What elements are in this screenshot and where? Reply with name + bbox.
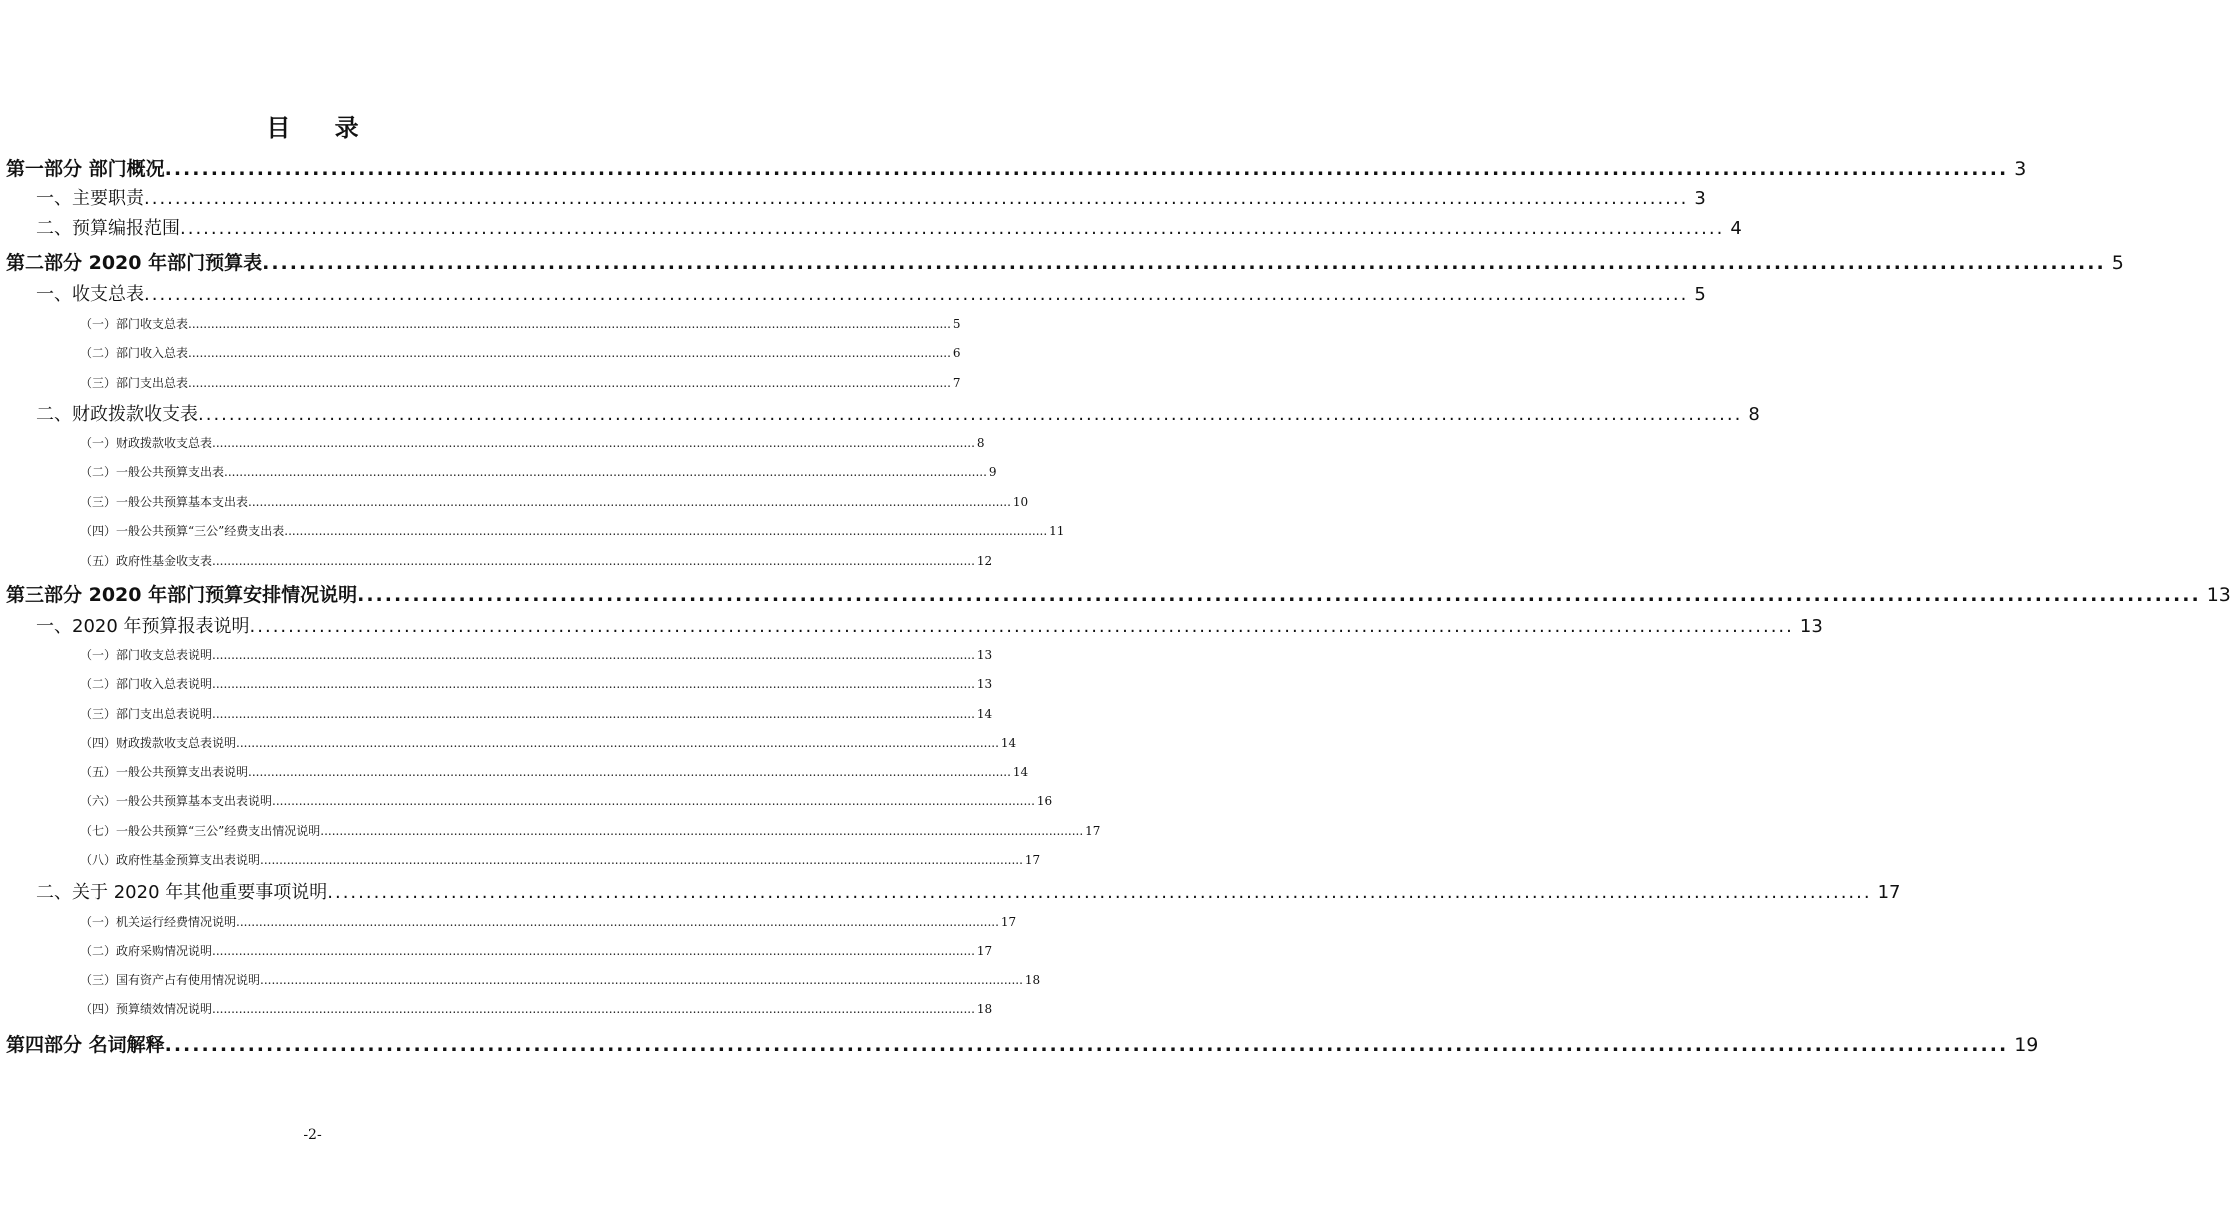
toc-entry-label: （六）一般公共预算基本支出表说明: [80, 794, 273, 808]
toc-title: 目 录: [266, 113, 377, 142]
toc-entry-level2[interactable]: [36, 614, 1823, 640]
toc-entry-page: 18: [976, 1002, 993, 1016]
toc-entry-level3[interactable]: [80, 971, 1041, 989]
toc-entry-page: 17: [1000, 915, 1017, 929]
toc-leader-dots: ........................................................................................................................................................................................................: [144, 188, 1689, 209]
toc-entry-page: 3: [2014, 158, 2027, 180]
toc-entry-page: 8: [1748, 404, 1760, 425]
toc-leader-dots: ........................................................................................................................................................................................................: [260, 853, 1023, 867]
toc-entry-label: （四）财政拨款收支总表说明: [80, 736, 237, 750]
toc-entry-label: 第三部分 2020 年部门预算安排情况说明: [6, 584, 358, 606]
toc-entry-page: 13: [1799, 616, 1823, 637]
toc-entry-level3[interactable]: [80, 851, 1041, 869]
toc-entry-label: 一、2020 年预算报表说明: [36, 616, 250, 637]
toc-entry-label: 一、主要职责: [36, 188, 144, 209]
toc-entry-page: 16: [1036, 794, 1053, 808]
toc-entry-level3[interactable]: [80, 734, 1017, 752]
toc-entry-level3[interactable]: [80, 792, 1053, 810]
toc-entry-page: 5: [1694, 284, 1706, 305]
toc-entry-level2[interactable]: [36, 880, 1901, 906]
toc-entry-label: （二）部门收入总表说明: [80, 677, 213, 691]
toc-leader-dots: ........................................................................................................................................................................................................: [164, 1034, 2009, 1056]
toc-entry-label: 二、预算编报范围: [36, 218, 180, 239]
toc-entry-page: 6: [952, 346, 961, 360]
toc-leader-dots: ........................................................................................................................................................................................................: [284, 524, 1048, 538]
toc-entry-page: 3: [1694, 188, 1706, 209]
toc-entry-level3[interactable]: [80, 315, 961, 333]
toc-leader-dots: ........................................................................................................................................................................................................: [248, 765, 1011, 779]
toc-entry-label: （一）部门收支总表: [80, 317, 189, 331]
toc-leader-dots: ........................................................................................................................................................................................................: [188, 346, 951, 360]
toc-entry-label: （三）国有资产占有使用情况说明: [80, 973, 261, 987]
toc-entry-page: 5: [2111, 252, 2124, 274]
toc-entry-level1[interactable]: [6, 1032, 2039, 1058]
toc-entry-level3[interactable]: [80, 493, 1029, 511]
toc-leader-dots: ........................................................................................................................................................................................................: [320, 824, 1084, 838]
toc-entry-label: （二）一般公共预算支出表: [80, 465, 225, 479]
toc-entry-page: 14: [1012, 765, 1029, 779]
toc-entry-label: 第二部分 2020 年部门预算表: [6, 252, 263, 274]
toc-entry-label: （五）一般公共预算支出表说明: [80, 765, 249, 779]
toc-leader-dots: ........................................................................................................................................................................................................: [180, 218, 1725, 239]
toc-entry-level3[interactable]: [80, 763, 1029, 781]
toc-entry-level1[interactable]: [6, 250, 2124, 276]
toc-entry-label: 一、收支总表: [36, 284, 144, 305]
toc-entry-page: 14: [1000, 736, 1017, 750]
toc-entry-level3[interactable]: [80, 822, 1101, 840]
toc-leader-dots: ........................................................................................................................................................................................................: [357, 584, 2201, 606]
toc-leader-dots: ........................................................................................................................................................................................................: [262, 252, 2106, 274]
toc-entry-level3[interactable]: [80, 344, 961, 362]
toc-entry-label: 第四部分 名词解释: [6, 1034, 165, 1056]
toc-entry-label: （五）政府性基金收支表: [80, 554, 213, 568]
toc-leader-dots: ........................................................................................................................................................................................................: [212, 1002, 975, 1016]
toc-entry-label: （三）一般公共预算基本支出表: [80, 495, 249, 509]
toc-entry-level3[interactable]: [80, 942, 993, 960]
toc-entry-level3[interactable]: [80, 1000, 993, 1018]
toc-entry-label: （一）机关运行经费情况说明: [80, 915, 237, 929]
toc-leader-dots: ........................................................................................................................................................................................................: [327, 882, 1872, 903]
toc-entry-page: 10: [1012, 495, 1029, 509]
toc-entry-page: 13: [976, 677, 993, 691]
toc-entry-level3[interactable]: [80, 913, 1017, 931]
toc-entry-level3[interactable]: [80, 434, 985, 452]
toc-leader-dots: ........................................................................................................................................................................................................: [212, 554, 975, 568]
toc-leader-dots: ........................................................................................................................................................................................................: [236, 915, 999, 929]
toc-leader-dots: ........................................................................................................................................................................................................: [188, 317, 951, 331]
toc-leader-dots: ........................................................................................................................................................................................................: [272, 794, 1035, 808]
toc-entry-label: （四）一般公共预算“三公”经费支出表: [80, 524, 285, 538]
toc-entry-page: 17: [1024, 853, 1041, 867]
toc-entry-page: 17: [1085, 824, 1101, 838]
toc-entry-label: （三）部门支出总表说明: [80, 707, 213, 721]
toc-entry-page: 18: [1024, 973, 1041, 987]
toc-entry-label: （二）政府采购情况说明: [80, 944, 213, 958]
toc-leader-dots: ........................................................................................................................................................................................................: [198, 404, 1743, 425]
toc-entry-page: 7: [952, 376, 961, 390]
toc-leader-dots: ........................................................................................................................................................................................................: [224, 465, 987, 479]
toc-leader-dots: ........................................................................................................................................................................................................: [212, 944, 975, 958]
toc-leader-dots: ........................................................................................................................................................................................................: [212, 677, 975, 691]
toc-leader-dots: ........................................................................................................................................................................................................: [260, 973, 1023, 987]
toc-entry-page: 14: [976, 707, 993, 721]
toc-entry-page: 13: [976, 648, 993, 662]
toc-entry-label: （七）一般公共预算“三公”经费支出情况说明: [80, 824, 321, 838]
toc-entry-level3[interactable]: [80, 705, 993, 723]
toc-entry-label: （三）部门支出总表: [80, 376, 189, 390]
toc-entry-page: 5: [952, 317, 961, 331]
toc-entry-label: 二、关于 2020 年其他重要事项说明: [36, 882, 328, 903]
toc-entry-level3[interactable]: [80, 463, 997, 481]
toc-leader-dots: ........................................................................................................................................................................................................: [144, 284, 1689, 305]
toc-entry-page: 9: [988, 465, 997, 479]
toc-entry-level3[interactable]: [80, 522, 1065, 540]
toc-entry-label: （一）财政拨款收支总表: [80, 436, 213, 450]
toc-leader-dots: ........................................................................................................................................................................................................: [212, 436, 975, 450]
toc-entry-label: （二）部门收入总表: [80, 346, 189, 360]
toc-leader-dots: ........................................................................................................................................................................................................: [236, 736, 999, 750]
toc-entry-page: 13: [2206, 584, 2231, 606]
toc-entry-page: 4: [1730, 218, 1742, 239]
toc-entry-page: 17: [976, 944, 993, 958]
toc-entry-level3[interactable]: [80, 552, 993, 570]
toc-entry-level2[interactable]: [36, 282, 1706, 308]
toc-entry-page: 12: [976, 554, 993, 568]
toc-leader-dots: ........................................................................................................................................................................................................: [248, 495, 1011, 509]
toc-entry-page: 17: [1877, 882, 1901, 903]
toc-entry-level2[interactable]: [36, 402, 1760, 428]
toc-leader-dots: ........................................................................................................................................................................................................: [212, 707, 975, 721]
toc-entry-level2[interactable]: [36, 216, 1742, 242]
toc-entry-label: （四）预算绩效情况说明: [80, 1002, 213, 1016]
toc-entry-label: （八）政府性基金预算支出表说明: [80, 853, 261, 867]
toc-leader-dots: ........................................................................................................................................................................................................: [249, 616, 1794, 637]
toc-entry-label: 第一部分 部门概况: [6, 158, 165, 180]
page-number-footer: -2-: [303, 1127, 322, 1143]
toc-leader-dots: ........................................................................................................................................................................................................: [164, 158, 2009, 180]
toc-entry-level3[interactable]: [80, 646, 993, 664]
toc-entry-page: 8: [976, 436, 985, 450]
toc-entry-level1[interactable]: [6, 156, 2027, 182]
toc-entry-level3[interactable]: [80, 374, 961, 392]
toc-entry-level3[interactable]: [80, 675, 993, 693]
toc-entry-label: （一）部门收支总表说明: [80, 648, 213, 662]
toc-entry-label: 二、财政拨款收支表: [36, 404, 198, 425]
toc-leader-dots: ........................................................................................................................................................................................................: [212, 648, 975, 662]
toc-entry-page: 19: [2014, 1034, 2039, 1056]
toc-entry-level2[interactable]: [36, 186, 1706, 212]
toc-leader-dots: ........................................................................................................................................................................................................: [188, 376, 951, 390]
toc-entry-level1[interactable]: [6, 582, 2231, 608]
toc-entry-page: 11: [1049, 524, 1065, 538]
